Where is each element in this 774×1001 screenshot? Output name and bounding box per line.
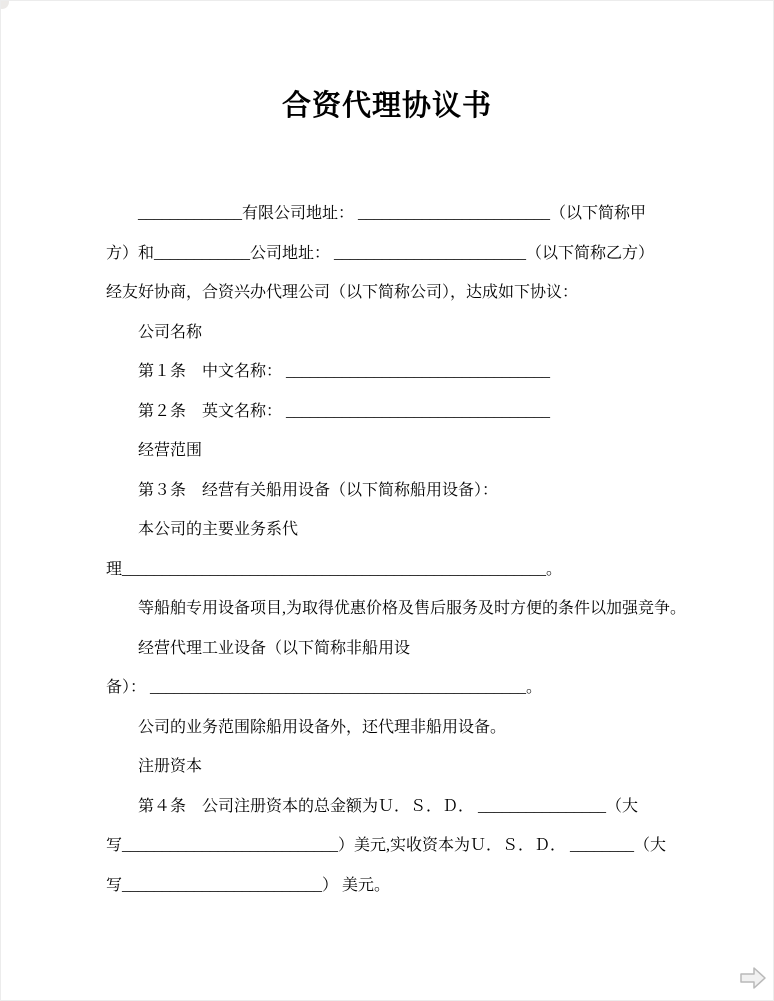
- text-line: 备）： _______________________________________________。: [106, 679, 543, 696]
- text-line: 公司名称: [138, 323, 203, 341]
- text-line: 本公司的主要业务系代: [138, 521, 299, 538]
- text-line: 第３条 经营有关船用设备（以下简称船用设备）：: [138, 481, 499, 499]
- text-line: 第１条 中文名称： _________________________________: [138, 363, 551, 380]
- text-line: 等船舶专用设备项目,为取得优惠价格及售后服务及时方便的条件以加强竞争。: [138, 600, 687, 617]
- text-line: _____________有限公司地址： ________________________（以下简称甲: [138, 205, 647, 222]
- text-line: 理_____________________________________________________。: [106, 560, 563, 578]
- text-line: 第４条 公司注册资本的总金额为Ｕ．Ｓ．Ｄ． ________________（大: [138, 797, 639, 815]
- next-page-arrow-icon[interactable]: [738, 965, 768, 991]
- document-title: 合资代理协议书: [281, 90, 492, 122]
- text-line: 经营范围: [138, 442, 203, 459]
- text-line: 注册资本: [138, 758, 203, 775]
- page-curl-artifact: [0, 0, 9, 9]
- text-line: 第２条 英文名称： _________________________________: [138, 402, 551, 420]
- text-line: 方）和____________公司地址： ________________________（以下简称乙方）: [106, 244, 655, 262]
- text-line: 经友好协商，合资兴办代理公司（以下简称公司），达成如下协议：: [106, 284, 579, 301]
- text-line: 写___________________________）美元,实收资本为Ｕ．Ｓ．Ｄ． ________（大: [106, 837, 667, 854]
- text-line: 写_________________________） 美元。: [106, 876, 391, 894]
- text-line: 公司的业务范围除船用设备外，还代理非船用设备。: [138, 718, 507, 736]
- document-body: [1, 194, 773, 905]
- text-line: 经营代理工业设备（以下简称非船用设: [138, 639, 411, 657]
